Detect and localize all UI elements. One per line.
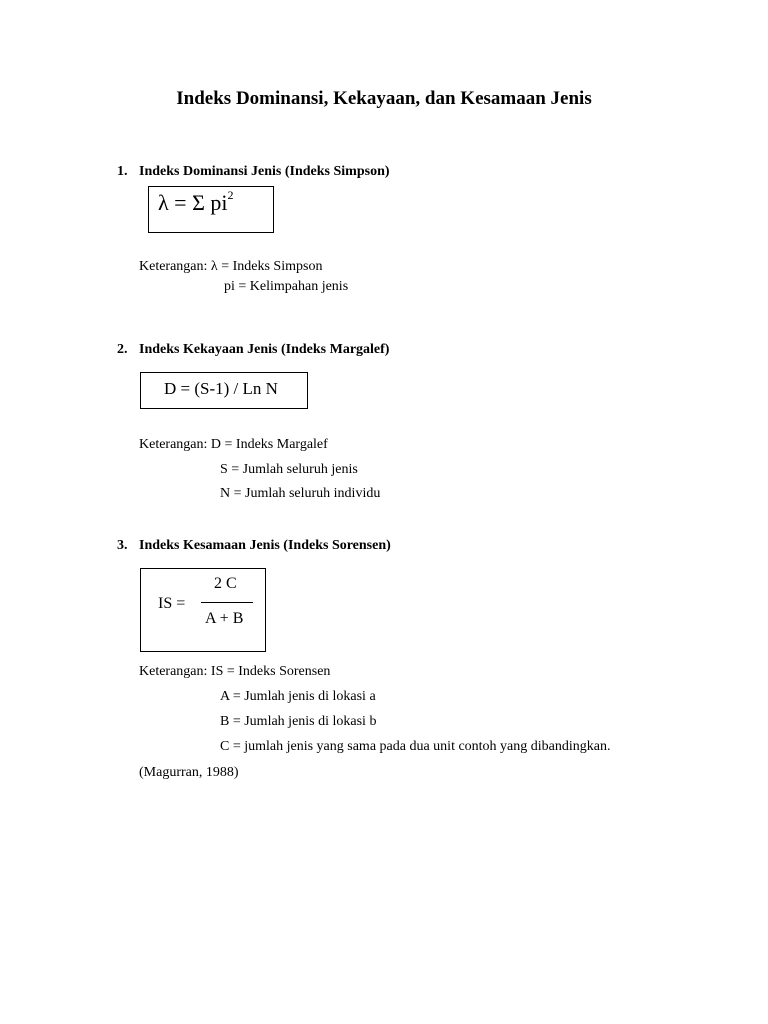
simpson-formula (158, 187, 234, 216)
section-2-number: 2. (117, 342, 128, 357)
note-n: N = Jumlah seluruh individu (220, 486, 381, 501)
margalef-formula-box (140, 372, 308, 409)
simpson-formula-box (148, 186, 274, 233)
section-1-title: Indeks Dominansi Jenis (Indeks Simpson) (139, 164, 390, 179)
section-3-number: 3. (117, 538, 128, 553)
keterangan-label: Keterangan: (139, 259, 208, 274)
section-2-heading (117, 342, 389, 358)
simpson-rhs: = Σ pi (174, 190, 228, 215)
keterangan-label: Keterangan: (139, 664, 208, 679)
sorensen-denominator: A + B (205, 610, 244, 627)
section-2-title: Indeks Kekayaan Jenis (Indeks Margalef) (139, 342, 390, 357)
note-pi: pi = Kelimpahan jenis (224, 279, 349, 294)
sorensen-lhs: IS = (158, 595, 186, 612)
section-3-title: Indeks Kesamaan Jenis (Indeks Sorensen) (139, 538, 391, 553)
keterangan-label: Keterangan: (139, 437, 208, 452)
note-b: B = Jumlah jenis di lokasi b (220, 714, 377, 729)
lambda-symbol: λ (158, 190, 169, 215)
sorensen-numerator: 2 C (214, 575, 237, 592)
note-s: S = Jumlah seluruh jenis (220, 462, 358, 477)
section-3-keterangan (139, 664, 330, 680)
section-1-heading (117, 164, 390, 180)
citation: (Magurran, 1988) (139, 765, 239, 780)
section-2-keterangan (139, 437, 328, 453)
page-title: Indeks Dominansi, Kekayaan, dan Kesamaan Jenis (176, 88, 592, 109)
fraction-bar (201, 602, 253, 603)
note-c: C = jumlah jenis yang sama pada dua unit contoh yang dibandingkan. (220, 739, 611, 754)
section-1-keterangan (139, 259, 322, 275)
note-lambda: λ = Indeks Simpson (210, 259, 323, 274)
note-a: A = Jumlah jenis di lokasi a (220, 689, 376, 704)
section-3-heading (117, 538, 391, 554)
note-is: IS = Indeks Sorensen (210, 664, 331, 679)
margalef-formula: D = (S-1) / Ln N (164, 379, 278, 398)
sorensen-formula-box (140, 568, 266, 652)
note-d: D = Indeks Margalef (210, 437, 328, 452)
section-1-number: 1. (117, 164, 128, 179)
simpson-exponent: 2 (227, 187, 234, 202)
